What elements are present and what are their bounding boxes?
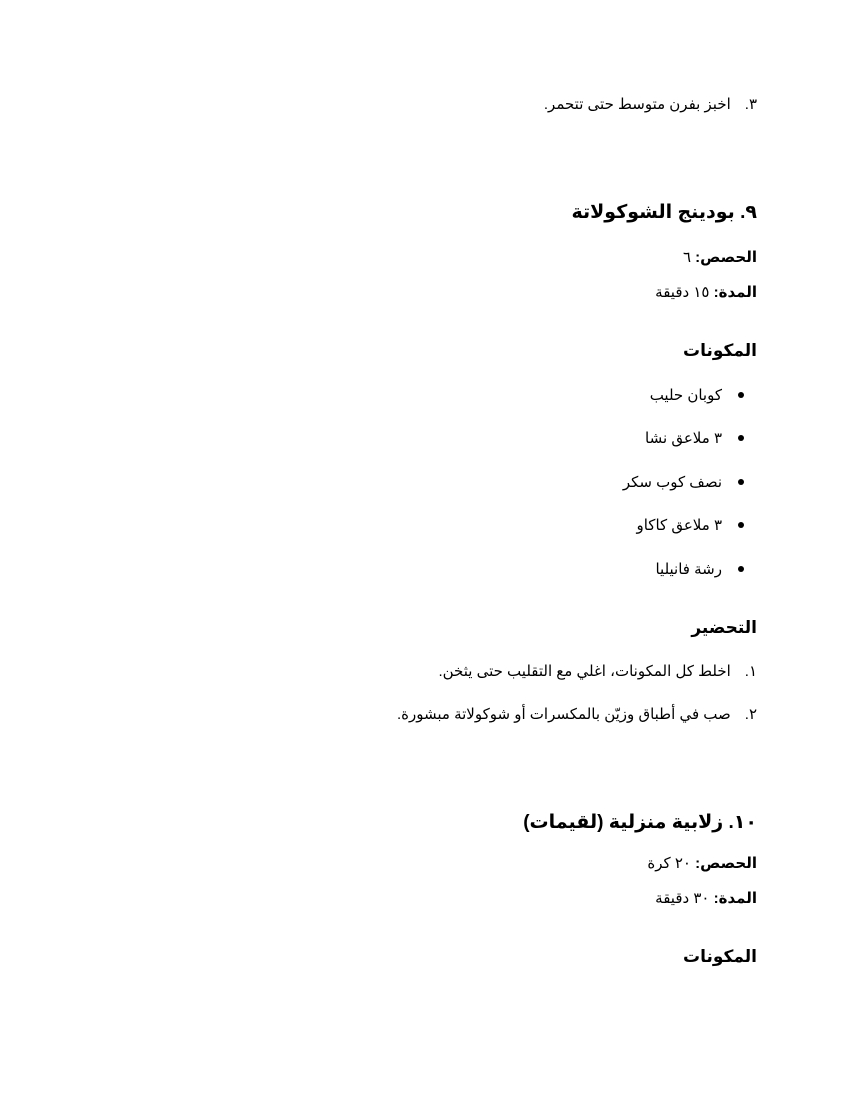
recipe-10-duration (655, 889, 757, 907)
bullet-icon (738, 392, 744, 398)
step-text: صب في أطباق وزيّن بالمكسرات أو شوكولاتة مبشورة. (396, 706, 731, 723)
previous-recipe-step-3 (544, 95, 757, 113)
ingredient-item (623, 473, 744, 491)
step-number: ٣. (744, 96, 757, 113)
recipe-9-servings (683, 248, 757, 266)
ingredient-text: ٣ ملاعق نشا (645, 430, 722, 447)
recipe-10-servings (647, 854, 757, 872)
bullet-icon (738, 435, 744, 441)
step-text: اخلط كل المكونات، اغلي مع التقليب حتى يثخن. (438, 663, 731, 680)
duration-label: المدة: (713, 890, 757, 907)
step-text: اخبز بفرن متوسط حتى تتحمر. (543, 96, 731, 113)
bullet-icon (738, 522, 744, 528)
servings-value: ٦ (682, 249, 691, 266)
ingredient-item (645, 429, 744, 447)
bullet-icon (738, 479, 744, 485)
recipe-10-title: ١٠. زلابية منزلية (لقيمات) (523, 812, 757, 833)
duration-label: المدة: (713, 284, 757, 301)
recipe-9-duration (655, 283, 757, 301)
duration-value: ٣٠ دقيقة (655, 890, 710, 907)
recipe-9-step-2 (397, 705, 757, 723)
bullet-icon (738, 566, 744, 572)
servings-value: ٢٠ كرة (647, 855, 691, 872)
recipe-9-title: ٩. بودينج الشوكولاتة (571, 202, 757, 223)
servings-label: الحصص: (695, 855, 757, 872)
recipe-10-ingredients-heading: المكونات (682, 947, 757, 966)
ingredient-item (636, 516, 744, 534)
step-number: ٢. (744, 706, 757, 723)
servings-label: الحصص: (695, 249, 757, 266)
ingredient-item (650, 386, 744, 404)
recipe-9-prep-heading: التحضير (691, 618, 757, 637)
step-number: ١. (744, 663, 757, 680)
ingredient-text: نصف كوب سكر (622, 474, 722, 491)
ingredient-text: كوبان حليب (649, 387, 722, 404)
duration-value: ١٥ دقيقة (655, 284, 710, 301)
recipe-9-step-1 (438, 662, 757, 680)
ingredient-text: ٣ ملاعق كاكاو (636, 517, 722, 534)
ingredient-text: رشة فانيليا (655, 561, 722, 578)
recipe-9-ingredients-heading: المكونات (682, 341, 757, 360)
ingredient-item (655, 560, 744, 578)
